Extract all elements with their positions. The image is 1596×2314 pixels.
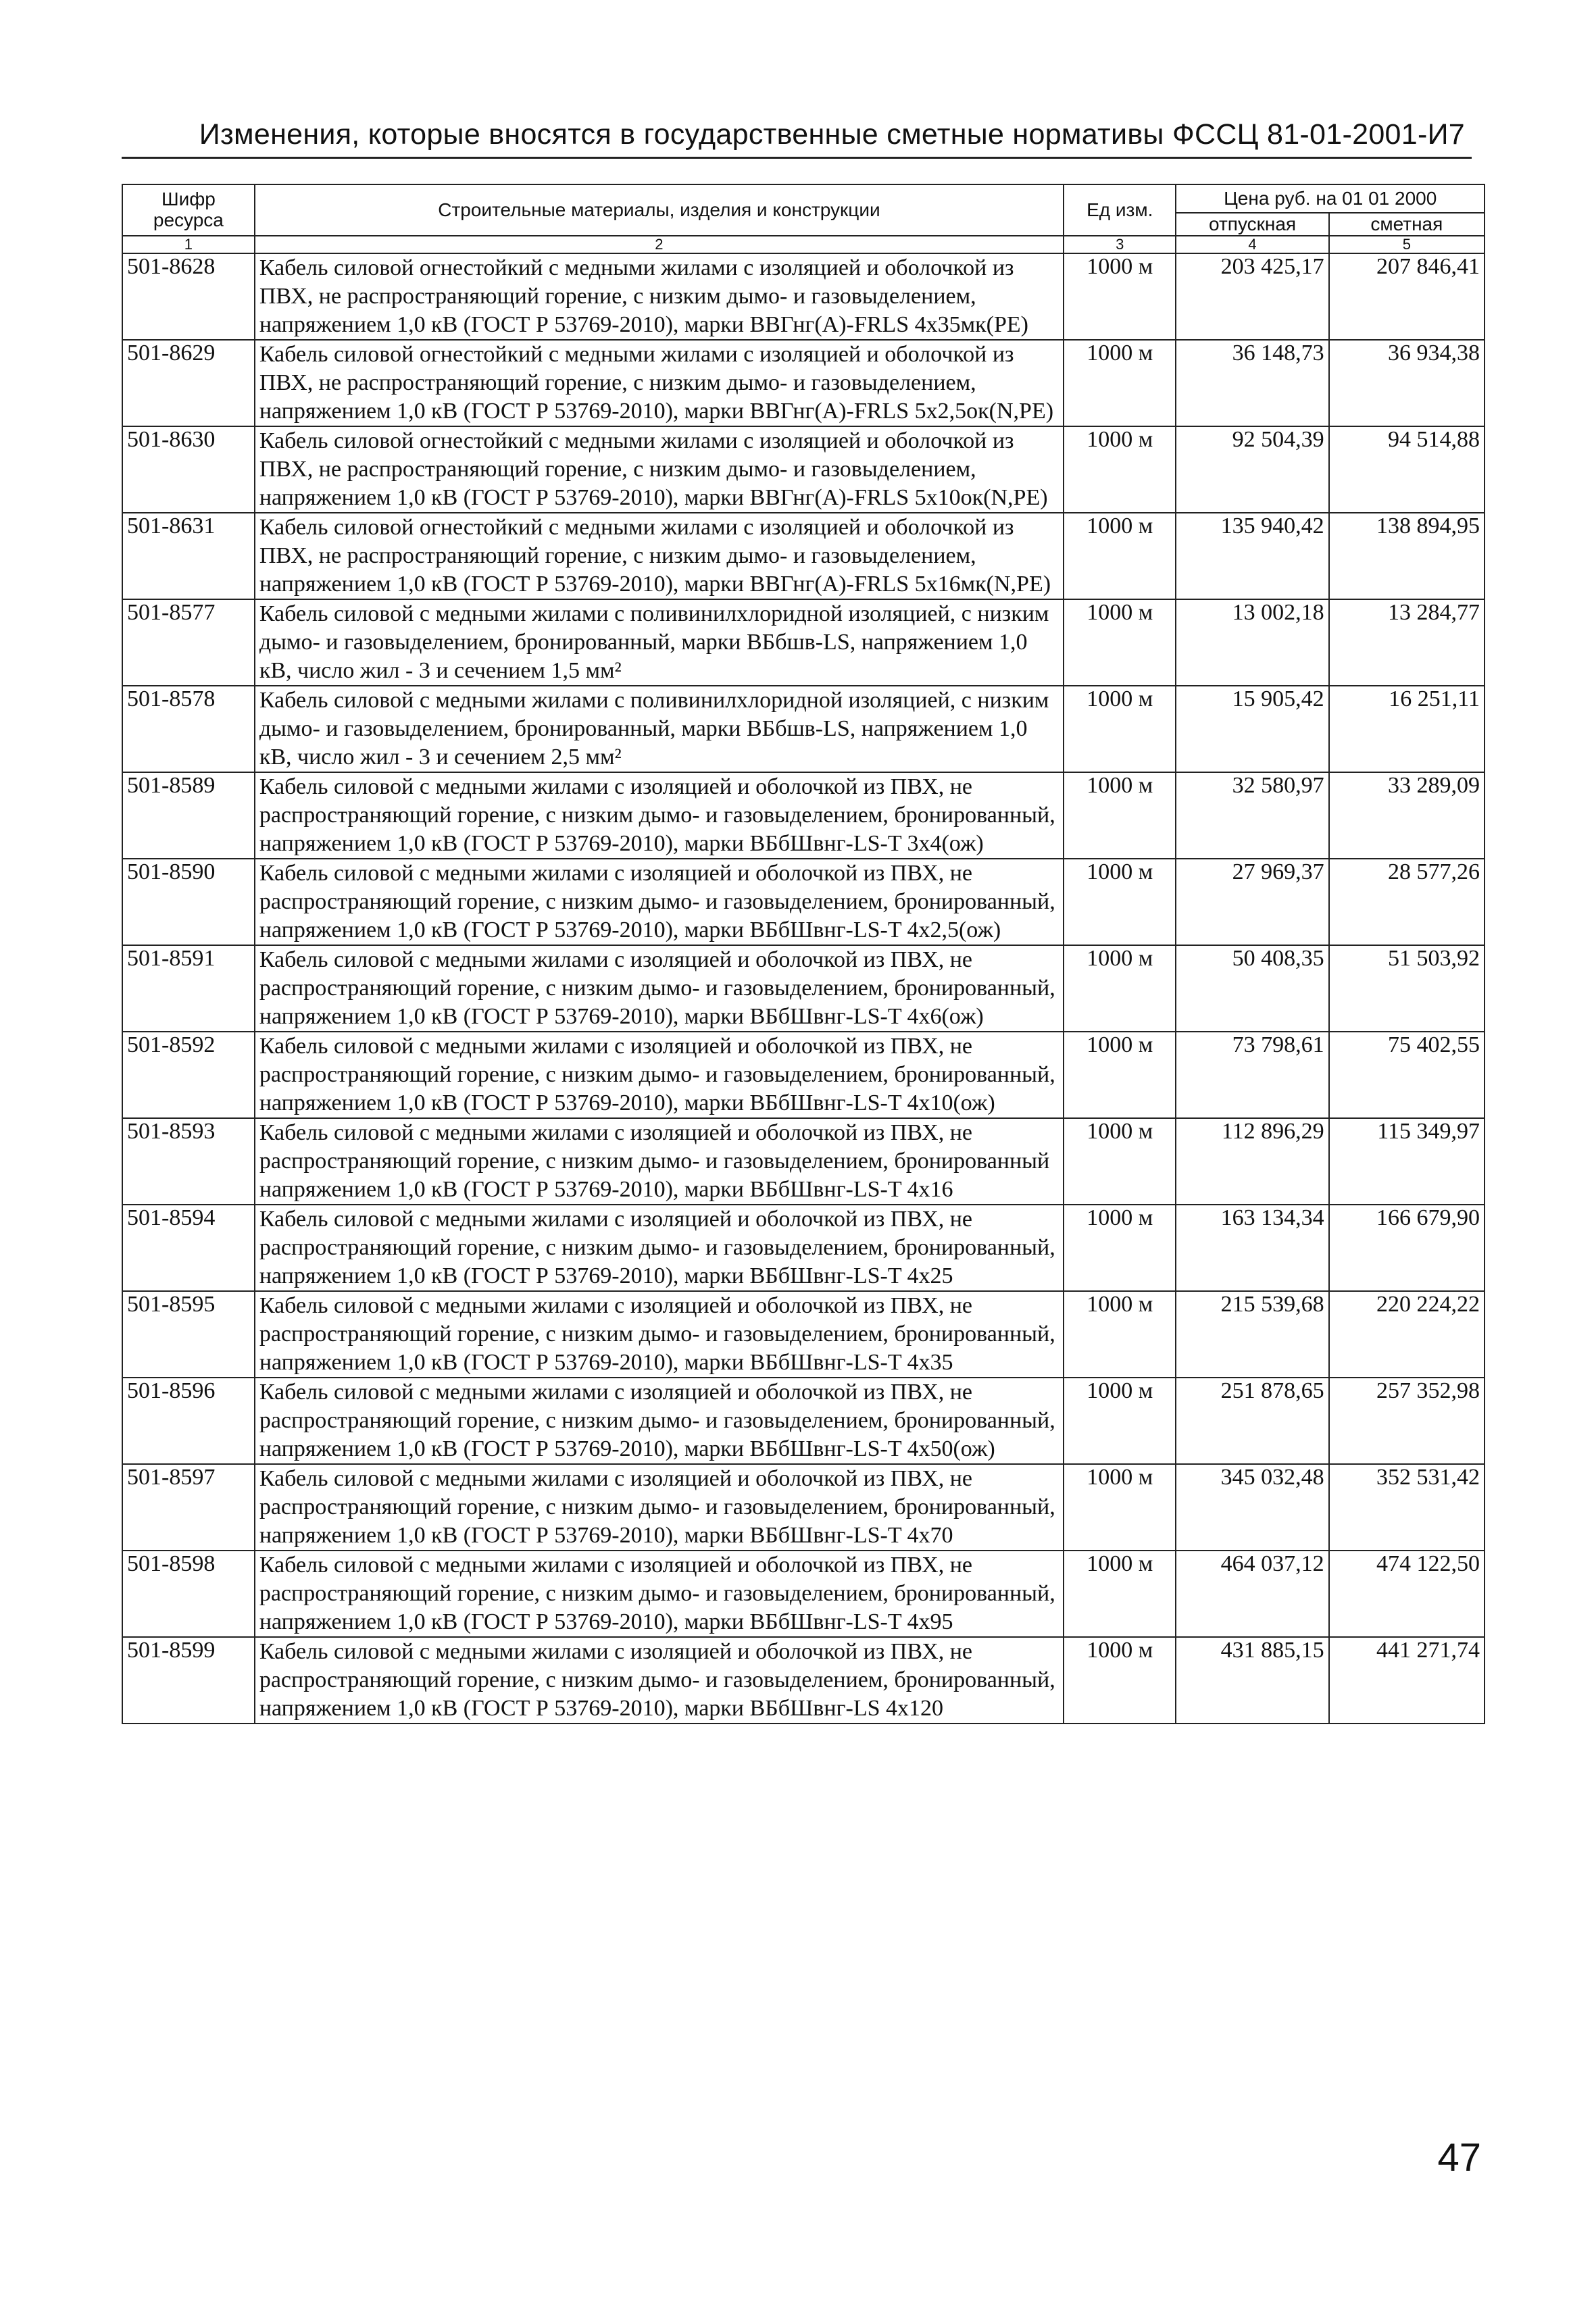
row-estimate-price: 115 349,97 — [1329, 1118, 1485, 1205]
col-unit-header: Ед изм. — [1064, 184, 1176, 236]
row-description: Кабель силовой огнестойкий с медными жилами с изоляцией и оболочкой из ПВХ, не распространяющий горение, с низким дымо- и газовыделением, напряжением 1,0 кВ (ГОСТ Р 53769-2010), марки ВВГнг(А)-FRLS 5х16мк(N,PE) — [255, 513, 1064, 599]
row-code: 501-8631 — [122, 513, 255, 599]
row-estimate-price: 257 352,98 — [1329, 1378, 1485, 1464]
col-price-header: Цена руб. на 01 01 2000 — [1176, 184, 1485, 213]
row-unit: 1000 м — [1064, 1032, 1176, 1118]
row-release-price: 251 878,65 — [1176, 1378, 1328, 1464]
row-release-price: 135 940,42 — [1176, 513, 1328, 599]
table-body — [122, 253, 1485, 1724]
row-description: Кабель силовой с медными жилами с изоляцией и оболочкой из ПВХ, не распространяющий горение, с низким дымо- и газовыделением, бронированный, напряжением 1,0 кВ (ГОСТ Р 53769-2010), марки ВБбШвнг-LS 4х120 — [255, 1637, 1064, 1724]
table-row — [122, 945, 1485, 1032]
col-num-2: 2 — [255, 236, 1064, 253]
table-row — [122, 253, 1485, 340]
row-unit: 1000 м — [1064, 772, 1176, 859]
row-description: Кабель силовой огнестойкий с медными жилами с изоляцией и оболочкой из ПВХ, не распространяющий горение, с низким дымо- и газовыделением, напряжением 1,0 кВ (ГОСТ Р 53769-2010), марки ВВГнг(А)-FRLS 5х2,5ок(N,PE) — [255, 340, 1064, 426]
row-estimate-price: 166 679,90 — [1329, 1205, 1485, 1291]
row-estimate-price: 352 531,42 — [1329, 1464, 1485, 1551]
row-description: Кабель силовой с медными жилами с изоляцией и оболочкой из ПВХ, не распространяющий горение, с низким дымо- и газовыделением, бронированный, напряжением 1,0 кВ (ГОСТ Р 53769-2010), марки ВБбШвнг-LS-T 4х35 — [255, 1291, 1064, 1378]
table-row — [122, 1551, 1485, 1637]
row-code: 501-8592 — [122, 1032, 255, 1118]
table-row — [122, 1637, 1485, 1724]
table-row — [122, 1118, 1485, 1205]
row-description: Кабель силовой с медными жилами с изоляцией и оболочкой из ПВХ, не распространяющий горение, с низким дымо- и газовыделением, бронированный, напряжением 1,0 кВ (ГОСТ Р 53769-2010), марки ВБбШвнг-LS-T 4х2,5(ож) — [255, 859, 1064, 945]
row-description: Кабель силовой с медными жилами с изоляцией и оболочкой из ПВХ, не распространяющий горение, с низким дымо- и газовыделением, бронированный, напряжением 1,0 кВ (ГОСТ Р 53769-2010), марки ВБбШвнг-LS-T 3х4(ож) — [255, 772, 1064, 859]
row-code: 501-8596 — [122, 1378, 255, 1464]
table-row — [122, 772, 1485, 859]
row-description: Кабель силовой с медными жилами с поливинилхлоридной изоляцией, с низким дымо- и газовыделением, бронированный, марки ВБбшв-LS, напряжением 1,0 кВ, число жил - 3 и сечением 2,5 мм² — [255, 686, 1064, 772]
row-release-price: 13 002,18 — [1176, 599, 1328, 686]
row-description: Кабель силовой с медными жилами с поливинилхлоридной изоляцией, с низким дымо- и газовыделением, бронированный, марки ВБбшв-LS, напряжением 1,0 кВ, число жил - 3 и сечением 1,5 мм² — [255, 599, 1064, 686]
row-description: Кабель силовой с медными жилами с изоляцией и оболочкой из ПВХ, не распространяющий горение, с низким дымо- и газовыделением, бронированный, напряжением 1,0 кВ (ГОСТ Р 53769-2010), марки ВБбШвнг-LS-T 4х50(ож) — [255, 1378, 1064, 1464]
row-unit: 1000 м — [1064, 426, 1176, 513]
row-unit: 1000 м — [1064, 1378, 1176, 1464]
row-release-price: 32 580,97 — [1176, 772, 1328, 859]
table-row — [122, 513, 1485, 599]
table-row — [122, 1205, 1485, 1291]
row-unit: 1000 м — [1064, 513, 1176, 599]
col-code-header: Шифр ресурса — [122, 184, 255, 236]
row-release-price: 163 134,34 — [1176, 1205, 1328, 1291]
row-code: 501-8599 — [122, 1637, 255, 1724]
row-description: Кабель силовой с медными жилами с изоляцией и оболочкой из ПВХ, не распространяющий горение, с низким дымо- и газовыделением, бронированный, напряжением 1,0 кВ (ГОСТ Р 53769-2010), марки ВБбШвнг-LS-T 4х25 — [255, 1205, 1064, 1291]
row-release-price: 464 037,12 — [1176, 1551, 1328, 1637]
row-release-price: 50 408,35 — [1176, 945, 1328, 1032]
row-code: 501-8591 — [122, 945, 255, 1032]
row-estimate-price: 75 402,55 — [1329, 1032, 1485, 1118]
row-code: 501-8628 — [122, 253, 255, 340]
row-release-price: 203 425,17 — [1176, 253, 1328, 340]
row-description: Кабель силовой с медными жилами с изоляцией и оболочкой из ПВХ, не распространяющий горение, с низким дымо- и газовыделением, бронированный, напряжением 1,0 кВ (ГОСТ Р 53769-2010), марки ВБбШвнг-LS-T 4х10(ож) — [255, 1032, 1064, 1118]
row-code: 501-8629 — [122, 340, 255, 426]
col-num-4: 4 — [1176, 236, 1328, 253]
row-unit: 1000 м — [1064, 1551, 1176, 1637]
row-estimate-price: 36 934,38 — [1329, 340, 1485, 426]
page-header — [122, 116, 1472, 159]
table-row — [122, 599, 1485, 686]
row-unit: 1000 м — [1064, 1205, 1176, 1291]
row-code: 501-8597 — [122, 1464, 255, 1551]
row-estimate-price: 13 284,77 — [1329, 599, 1485, 686]
row-release-price: 73 798,61 — [1176, 1032, 1328, 1118]
table-row — [122, 1378, 1485, 1464]
row-estimate-price: 51 503,92 — [1329, 945, 1485, 1032]
row-release-price: 92 504,39 — [1176, 426, 1328, 513]
row-unit: 1000 м — [1064, 1118, 1176, 1205]
row-unit: 1000 м — [1064, 1637, 1176, 1724]
row-estimate-price: 441 271,74 — [1329, 1637, 1485, 1724]
row-code: 501-8594 — [122, 1205, 255, 1291]
col-num-5: 5 — [1329, 236, 1485, 253]
row-description: Кабель силовой огнестойкий с медными жилами с изоляцией и оболочкой из ПВХ, не распространяющий горение, с низким дымо- и газовыделением, напряжением 1,0 кВ (ГОСТ Р 53769-2010), марки ВВГнг(А)-FRLS 4х35мк(PE) — [255, 253, 1064, 340]
page-number: 47 — [1437, 2136, 1481, 2180]
row-code: 501-8590 — [122, 859, 255, 945]
row-unit: 1000 м — [1064, 1291, 1176, 1378]
row-estimate-price: 33 289,09 — [1329, 772, 1485, 859]
table-row — [122, 1291, 1485, 1378]
col-desc-header: Строительные материалы, изделия и конструкции — [255, 184, 1064, 236]
table-row — [122, 859, 1485, 945]
col-num-1: 1 — [122, 236, 255, 253]
col-estimate-header: сметная — [1329, 213, 1485, 236]
row-unit: 1000 м — [1064, 253, 1176, 340]
col-num-3: 3 — [1064, 236, 1176, 253]
row-code: 501-8593 — [122, 1118, 255, 1205]
row-unit: 1000 м — [1064, 1464, 1176, 1551]
page-header-title: Изменения, которые вносятся в государственные сметные нормативы ФССЦ 81-01-2001-И7 — [199, 118, 1465, 151]
row-unit: 1000 м — [1064, 686, 1176, 772]
row-unit: 1000 м — [1064, 859, 1176, 945]
table-row — [122, 686, 1485, 772]
row-estimate-price: 474 122,50 — [1329, 1551, 1485, 1637]
row-unit: 1000 м — [1064, 945, 1176, 1032]
row-code: 501-8578 — [122, 686, 255, 772]
row-code: 501-8589 — [122, 772, 255, 859]
table-row — [122, 1032, 1485, 1118]
row-code: 501-8577 — [122, 599, 255, 686]
row-release-price: 431 885,15 — [1176, 1637, 1328, 1724]
table-row — [122, 426, 1485, 513]
row-estimate-price: 207 846,41 — [1329, 253, 1485, 340]
row-estimate-price: 28 577,26 — [1329, 859, 1485, 945]
row-unit: 1000 м — [1064, 340, 1176, 426]
row-estimate-price: 138 894,95 — [1329, 513, 1485, 599]
row-description: Кабель силовой огнестойкий с медными жилами с изоляцией и оболочкой из ПВХ, не распространяющий горение, с низким дымо- и газовыделением, напряжением 1,0 кВ (ГОСТ Р 53769-2010), марки ВВГнг(А)-FRLS 5х10ок(N,PE) — [255, 426, 1064, 513]
row-release-price: 112 896,29 — [1176, 1118, 1328, 1205]
row-code: 501-8595 — [122, 1291, 255, 1378]
row-description: Кабель силовой с медными жилами с изоляцией и оболочкой из ПВХ, не распространяющий горение, с низким дымо- и газовыделением, бронированный напряжением 1,0 кВ (ГОСТ Р 53769-2010), марки ВБбШвнг-LS-T 4х16 — [255, 1118, 1064, 1205]
row-code: 501-8598 — [122, 1551, 255, 1637]
row-release-price: 27 969,37 — [1176, 859, 1328, 945]
row-estimate-price: 94 514,88 — [1329, 426, 1485, 513]
table-row — [122, 340, 1485, 426]
table-row — [122, 1464, 1485, 1551]
row-release-price: 345 032,48 — [1176, 1464, 1328, 1551]
col-release-header: отпускная — [1176, 213, 1328, 236]
row-description: Кабель силовой с медными жилами с изоляцией и оболочкой из ПВХ, не распространяющий горение, с низким дымо- и газовыделением, бронированный, напряжением 1,0 кВ (ГОСТ Р 53769-2010), марки ВБбШвнг-LS-T 4х70 — [255, 1464, 1064, 1551]
row-release-price: 215 539,68 — [1176, 1291, 1328, 1378]
row-release-price: 15 905,42 — [1176, 686, 1328, 772]
table-header — [122, 184, 1485, 253]
row-estimate-price: 220 224,22 — [1329, 1291, 1485, 1378]
row-code: 501-8630 — [122, 426, 255, 513]
row-estimate-price: 16 251,11 — [1329, 686, 1485, 772]
row-description: Кабель силовой с медными жилами с изоляцией и оболочкой из ПВХ, не распространяющий горение, с низким дымо- и газовыделением, бронированный, напряжением 1,0 кВ (ГОСТ Р 53769-2010), марки ВБбШвнг-LS-T 4х6(ож) — [255, 945, 1064, 1032]
row-release-price: 36 148,73 — [1176, 340, 1328, 426]
row-unit: 1000 м — [1064, 599, 1176, 686]
price-table — [122, 184, 1485, 1724]
row-description: Кабель силовой с медными жилами с изоляцией и оболочкой из ПВХ, не распространяющий горение, с низким дымо- и газовыделением, бронированный, напряжением 1,0 кВ (ГОСТ Р 53769-2010), марки ВБбШвнг-LS-T 4х95 — [255, 1551, 1064, 1637]
